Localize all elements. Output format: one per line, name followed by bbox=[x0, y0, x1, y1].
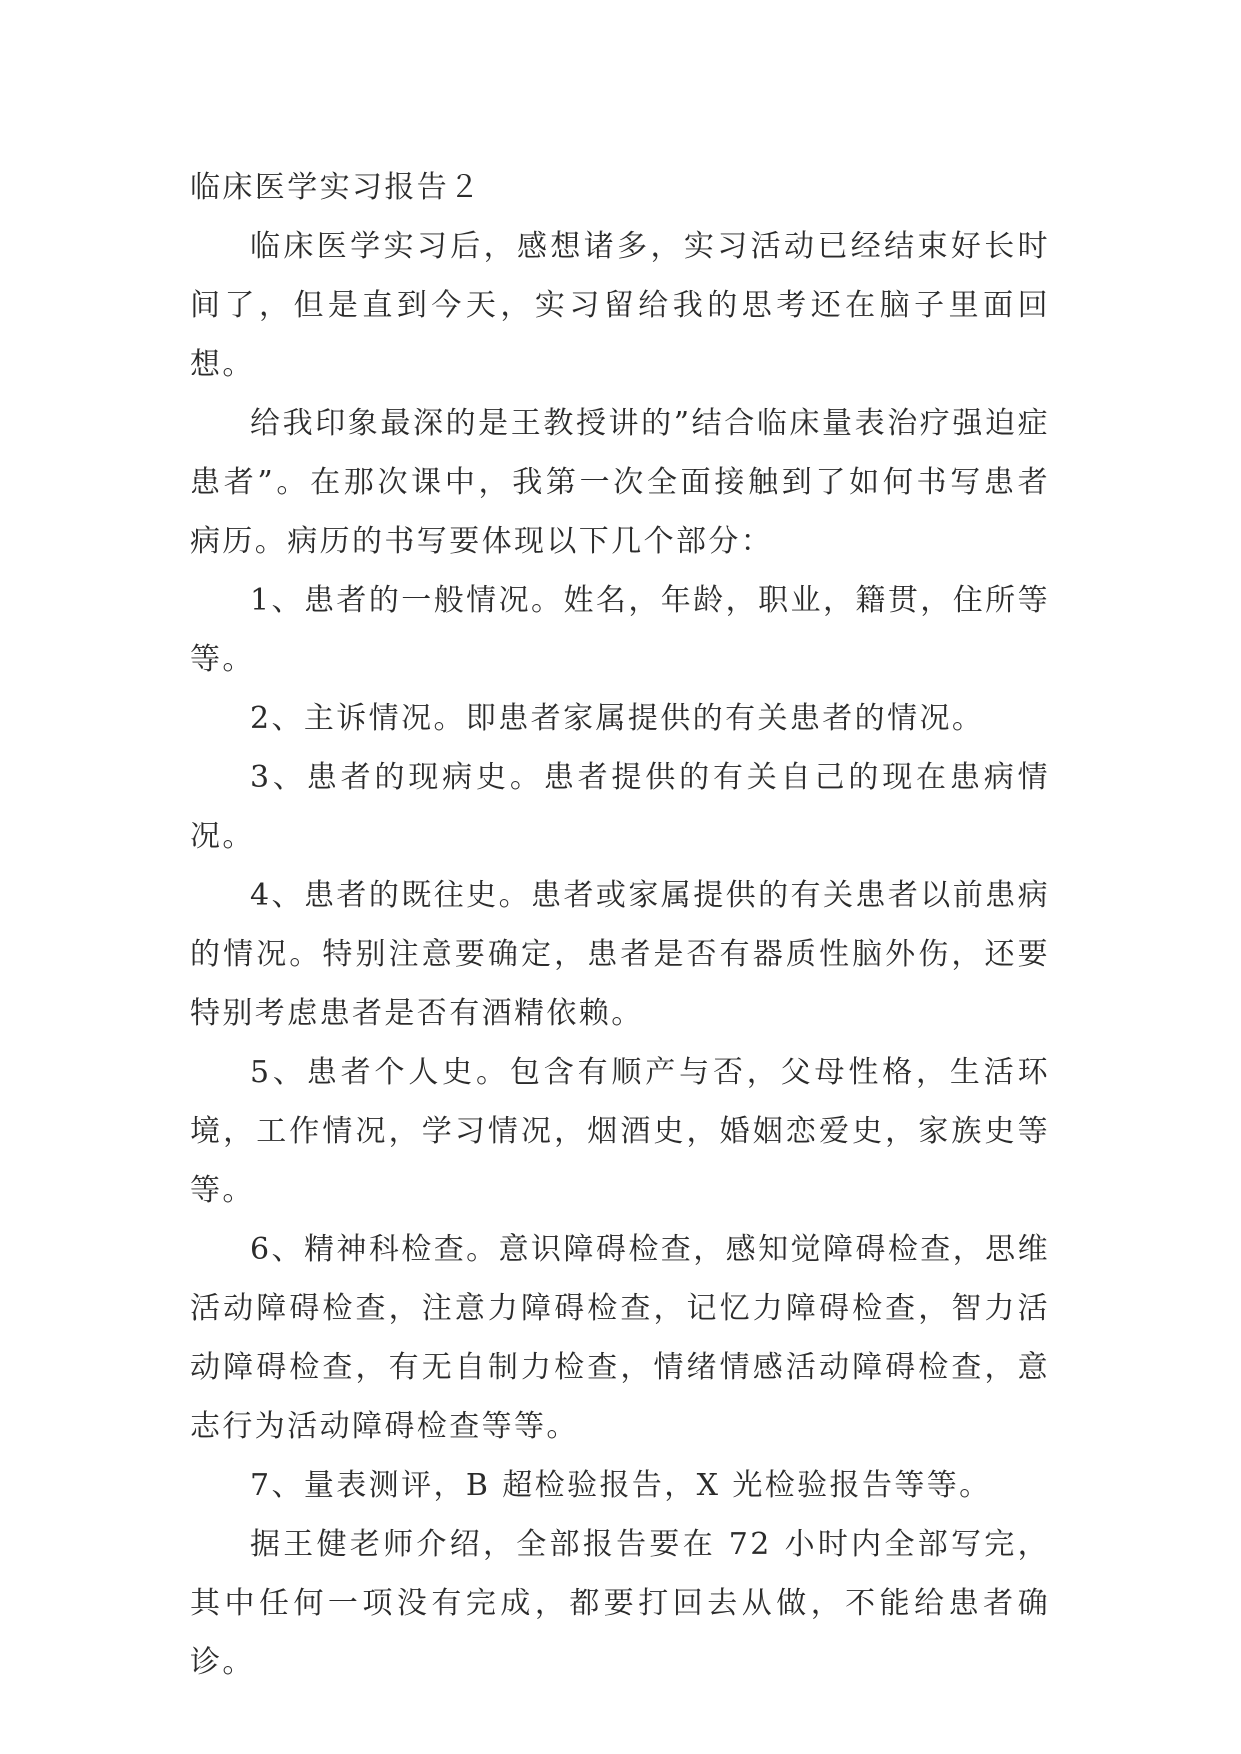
list-item-chief-complaint: 2、主诉情况。即患者家属提供的有关患者的情况。 bbox=[250, 701, 985, 736]
document-body bbox=[190, 158, 1050, 1692]
list-item-general-info: 1、患者的一般情况。姓名，年龄，职业，籍贯，住所等等。 bbox=[190, 583, 1050, 677]
list-item-psychiatric-exam: 6、精神科检查。意识障碍检查，感知觉障碍检查，思维活动障碍检查，注意力障碍检查，记忆力障碍检查，智力活动障碍检查，有无自制力检查，情绪情感活动障碍检查，意志行为活动障碍检查等等。 bbox=[190, 1232, 1050, 1444]
paragraph-closing: 据王健老师介绍，全部报告要在 72 小时内全部写完，其中任何一项没有完成，都要打回去从做，不能给患者确诊。 bbox=[190, 1527, 1050, 1680]
list-item-personal-history: 5、患者个人史。包含有顺产与否，父母性格，生活环境，工作情况，学习情况，烟酒史，婚姻恋爱史，家族史等等。 bbox=[190, 1055, 1050, 1208]
list-item-past-history: 4、患者的既往史。患者或家属提供的有关患者以前患病的情况。特别注意要确定，患者是否有器质性脑外伤，还要特别考虑患者是否有酒精依赖。 bbox=[190, 878, 1050, 1031]
paragraph-impression: 给我印象最深的是王教授讲的”结合临床量表治疗强迫症患者”。在那次课中，我第一次全面接触到了如何书写患者病历。病历的书写要体现以下几个部分： bbox=[190, 406, 1050, 559]
list-item-scale-assessment: 7、量表测评，B 超检验报告，X 光检验报告等等。 bbox=[250, 1468, 992, 1503]
paragraph-intro: 临床医学实习后，感想诸多，实习活动已经结束好长时间了，但是直到今天，实习留给我的思考还在脑子里面回想。 bbox=[190, 229, 1050, 382]
document-title: 临床医学实习报告２ bbox=[190, 170, 482, 205]
list-item-present-illness: 3、患者的现病史。患者提供的有关自己的现在患病情况。 bbox=[190, 760, 1050, 854]
